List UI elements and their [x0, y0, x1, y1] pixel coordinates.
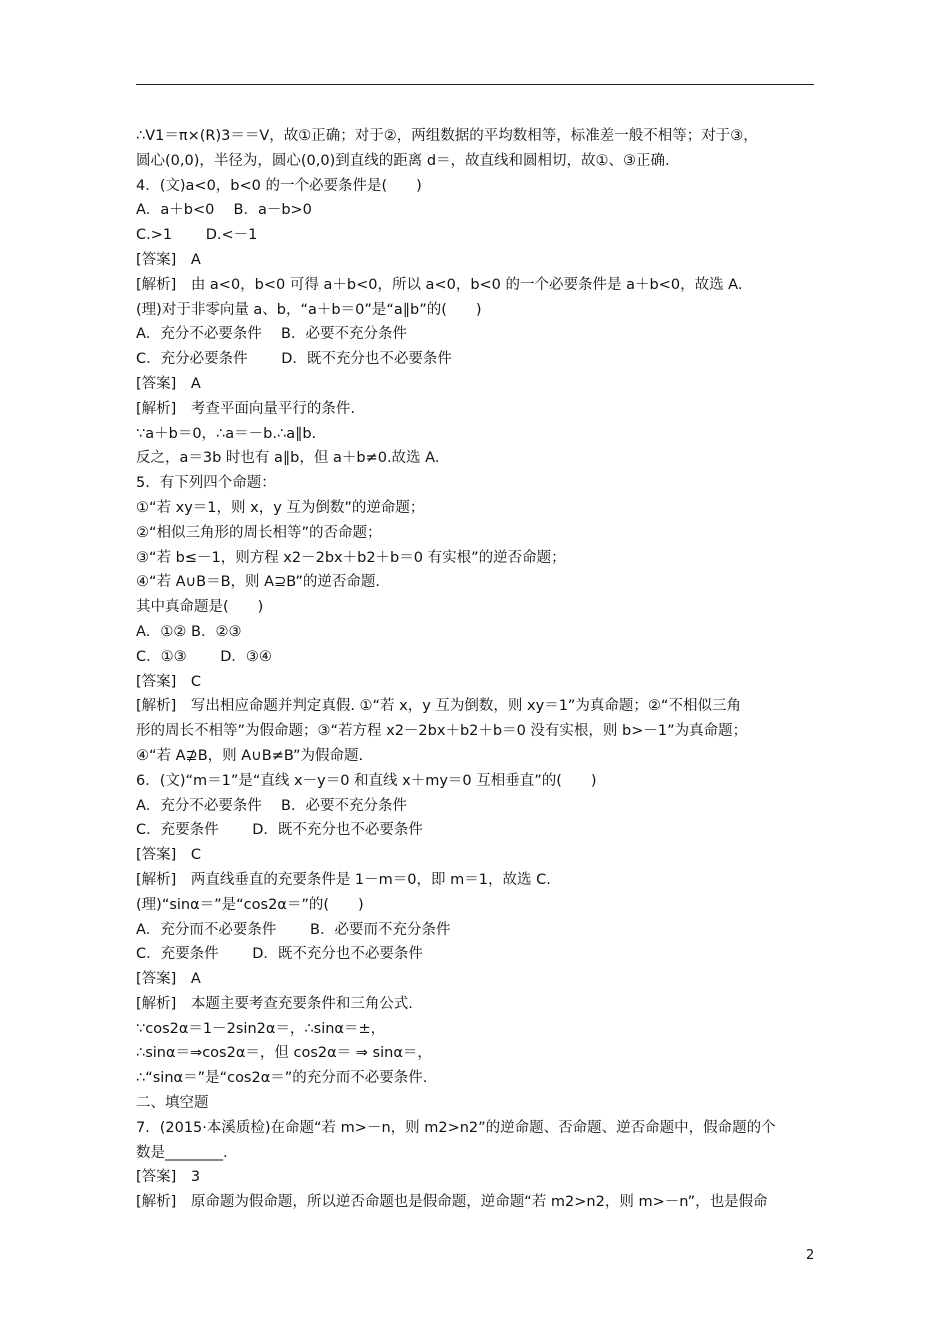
text-line: (理)“sinα＝”是“cos2α＝”的( )	[136, 896, 364, 913]
text-line: [解析] 由 a<0，b<0 可得 a＋b<0，所以 a<0，b<0 的一个必要条件是 a＋b<0，故选 A.	[136, 276, 743, 293]
text-line: C．充分必要条件 D．既不充分也不必要条件	[136, 351, 452, 368]
text-line: C．①③ D．③④	[136, 648, 272, 665]
text-line: A．充分而不必要条件 B．必要而不充分条件	[136, 921, 451, 938]
text-line: 形的周长不相等”为假命题；③“若方程 x2－2bx＋b2＋b＝0 没有实根，则 b>－1”为真命题；	[136, 723, 748, 740]
text-line: 4．(文)a<0，b<0 的一个必要条件是( )	[136, 177, 422, 194]
text-line: ∴sinα＝⇒cos2α＝，但 cos2α＝ ⇒ sinα＝，	[136, 1045, 432, 1062]
text-line: 反之，a＝3b 时也有 a∥b，但 a＋b≠0.故选 A.	[136, 450, 440, 467]
text-line: A．a＋b<0 B．a－b>0	[136, 202, 312, 219]
text-line: ③“若 b≤－1，则方程 x2－2bx＋b2＋b＝0 有实根”的逆否命题；	[136, 549, 566, 566]
text-line: 数是________.	[136, 1144, 228, 1161]
text-line: ∴“sinα＝”是“cos2α＝”的充分而不必要条件.	[136, 1070, 428, 1087]
text-line: ∵a＋b＝0，∴a＝－b.∴a∥b.	[136, 425, 317, 442]
text-line: C.>1 D.<－1	[136, 227, 258, 244]
text-line: ①“若 xy＝1，则 x，y 互为倒数”的逆命题；	[136, 499, 425, 516]
text-line: [答案] A	[136, 971, 201, 988]
text-line: A．①② B．②③	[136, 623, 242, 640]
text-line: [答案] A	[136, 375, 201, 392]
text-line: [解析] 本题主要考查充要条件和三角公式.	[136, 995, 413, 1012]
header-rule	[136, 84, 814, 85]
text-line: A．充分不必要条件 B．必要不充分条件	[136, 797, 407, 814]
text-line: [答案] A	[136, 251, 201, 268]
text-line: [解析] 考查平面向量平行的条件.	[136, 400, 355, 417]
text-line: C．充要条件 D．既不充分也不必要条件	[136, 946, 423, 963]
text-line: (理)对于非零向量 a、b，“a＋b＝0”是“a∥b”的( )	[136, 301, 482, 318]
text-line: [答案] C	[136, 673, 201, 690]
text-line: A．充分不必要条件 B．必要不充分条件	[136, 326, 407, 343]
text-line: C．充要条件 D．既不充分也不必要条件	[136, 822, 423, 839]
text-line: ∴V1＝π×(R)3＝＝V，故①正确；对于②，两组数据的平均数相等，标准差一般不相等；对于③，	[136, 128, 758, 144]
text-line: [解析] 原命题为假命题，所以逆否命题也是假命题，逆命题“若 m2>n2，则 m>－n”，也是假命	[136, 1194, 768, 1211]
text-line: 圆心(0,0)，半径为，圆心(0,0)到直线的距离 d＝，故直线和圆相切，故①、③正确.	[136, 152, 670, 169]
text-line: ④“若 A∪B＝B，则 A⊇B”的逆否命题.	[136, 574, 380, 591]
text-line: ②“相似三角形的周长相等”的否命题；	[136, 524, 382, 541]
text-line: 其中真命题是( )	[136, 599, 264, 616]
text-line: ④“若 A⊉B，则 A∪B≠B”为假命题.	[136, 747, 364, 764]
text-line: 二、填空题	[136, 1095, 209, 1112]
page-body	[136, 124, 816, 1215]
text-line: [解析] 两直线垂直的充要条件是 1－m＝0，即 m＝1，故选 C.	[136, 871, 551, 888]
page-number: 2	[806, 1248, 815, 1263]
text-line: [解析] 写出相应命题并判定真假. ①“若 x，y 互为倒数，则 xy＝1”为真命题；②“不相似三角	[136, 698, 741, 715]
text-line: 6．(文)“m＝1”是“直线 x－y＝0 和直线 x＋my＝0 互相垂直”的( )	[136, 772, 597, 789]
text-line: ∵cos2α＝1－2sin2α＝，∴sinα＝±，	[136, 1020, 386, 1037]
text-line: 5．有下列四个命题：	[136, 475, 276, 492]
text-line: [答案] C	[136, 847, 201, 864]
text-line: 7．(2015·本溪质检)在命题“若 m>－n，则 m2>n2”的逆命题、否命题、逆否命题中，假命题的个	[136, 1119, 776, 1136]
text-line: [答案] 3	[136, 1169, 201, 1186]
